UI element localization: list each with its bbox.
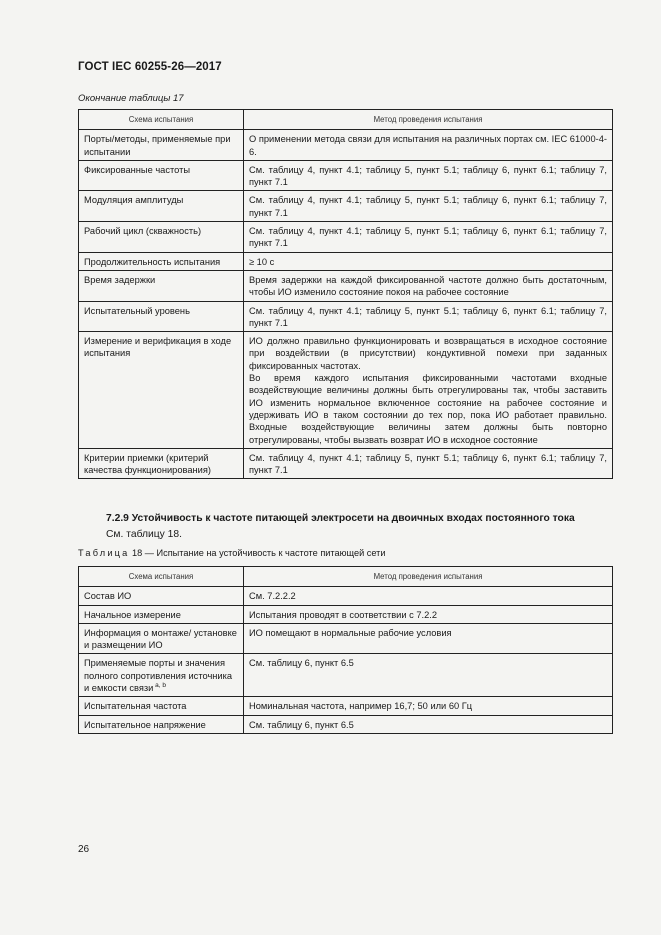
table17-cell-text: Время задержки (84, 274, 156, 285)
table18-cell-method (244, 715, 613, 733)
table18-caption-label: Таблица (78, 548, 130, 558)
table17-cell-method (244, 301, 613, 332)
table18 (78, 566, 613, 734)
table17-row (79, 332, 613, 449)
section-title: 7.2.9 Устойчивость к частоте питающей электросети на двоичных входах постоянного тока (106, 513, 575, 524)
table17-row (79, 160, 613, 191)
footnote-mark: a, b (153, 681, 166, 689)
table17-header-method: Метод проведения испытания (244, 110, 613, 130)
table18-row (79, 697, 613, 715)
table18-cell-method (244, 587, 613, 605)
table17-cell-scheme (79, 448, 244, 479)
table18-body (79, 587, 613, 734)
page-number: 26 (78, 844, 90, 855)
table17-row (79, 222, 613, 253)
table17-cell-method (244, 252, 613, 270)
table17 (78, 109, 613, 479)
table17-cell-text: См. таблицу 4, пункт 4.1; таблицу 5, пункт 5.1; таблицу 6, пункт 6.1; таблицу 7, пункт 7.1 (249, 305, 607, 328)
table17-cell-method (244, 130, 613, 161)
table18-cell-text: Информация о монтаже/ установке и размещении ИО (84, 627, 237, 651)
section-text: См. таблицу 18. (106, 529, 182, 540)
table18-caption-text: 18 — Испытание на устойчивость к частоте питающей сети (129, 548, 386, 558)
table17-cell-text: Время задержки на каждой фиксированной частоте должно быть достаточным, чтобы ИО изменило состояние покоя на рабочее состояние (249, 274, 607, 298)
table17-cell-text: ≥ 10 с (249, 256, 275, 267)
table17-cell-scheme (79, 301, 244, 332)
table18-cell-method (244, 697, 613, 715)
table17-caption: Окончание таблицы 17 (78, 93, 184, 104)
table18-header-scheme: Схема испытания (79, 567, 244, 587)
table18-cell-scheme (79, 605, 244, 623)
table18-cell-method (244, 623, 613, 654)
table17-cell-method (244, 448, 613, 479)
table17-row (79, 270, 613, 301)
table17-cell-method (244, 191, 613, 222)
table17-cell-text: См. таблицу 4, пункт 4.1; таблицу 5, пункт 5.1; таблицу 6, пункт 6.1; таблицу 7, пункт 7.1 (249, 226, 607, 249)
table17-cell-text: Фиксированные частоты (84, 164, 191, 175)
table18-cell-scheme (79, 623, 244, 654)
table17-cell-scheme (79, 270, 244, 301)
table17-row (79, 130, 613, 161)
table17-body (79, 130, 613, 479)
table18-cell-scheme (79, 654, 244, 697)
table17-cell-text: Измерение и верификация в ходе испытания (84, 336, 232, 359)
table18-cell-scheme (79, 715, 244, 733)
table17-row (79, 448, 613, 479)
table18-cell-text: Начальное измерение (84, 609, 181, 620)
table17-cell-text: См. таблицу 4, пункт 4.1; таблицу 5, пункт 5.1; таблицу 6, пункт 6.1; таблицу 7, пункт 7.1 (249, 195, 607, 218)
table17-cell-text: Модуляция амплитуды (84, 195, 184, 206)
table18-row (79, 654, 613, 697)
table17-cell-text: Порты/методы, применяемые при испытании (84, 134, 231, 157)
table18-row (79, 605, 613, 623)
table18-cell-text: ИО помещают в нормальные рабочие условия (249, 627, 452, 638)
table17-cell-text: Рабочий цикл (скважность) (84, 226, 202, 237)
table17-cell-scheme (79, 222, 244, 253)
table17-cell-text: Критерии приемки (критерий качества функционирования) (84, 452, 211, 476)
table18-cell-method (244, 654, 613, 697)
table17-row (79, 191, 613, 222)
table17-cell-text: См. таблицу 4, пункт 4.1; таблицу 5, пункт 5.1; таблицу 6, пункт 6.1; таблицу 7, пункт 7.1 (249, 164, 607, 188)
table17-row (79, 252, 613, 270)
table18-cell-text: Испытательная частота (84, 701, 187, 712)
table18-row (79, 715, 613, 733)
table17-row (79, 301, 613, 332)
table18-caption (78, 548, 386, 558)
table18-cell-text: Испытания проводят в соответствии с 7.2.2 (249, 609, 438, 620)
table17-cell-text: См. таблицу 4, пункт 4.1; таблицу 5, пункт 5.1; таблицу 6, пункт 6.1; таблицу 7, пункт 7.1 (249, 452, 607, 476)
table17-cell-method (244, 270, 613, 301)
doc-header: ГОСТ IEC 60255-26—2017 (78, 61, 222, 73)
table18-cell-scheme (79, 587, 244, 605)
table17-cell-method (244, 332, 613, 449)
table18-cell-scheme (79, 697, 244, 715)
table17-cell-scheme (79, 130, 244, 161)
table18-row (79, 623, 613, 654)
table18-row (79, 587, 613, 605)
table17-cell-scheme (79, 252, 244, 270)
table18-cell-text: Состав ИО (84, 591, 132, 602)
table17-cell-text: О применении метода связи для испытания на различных портах см. IEC 61000-4-6. (249, 134, 607, 157)
table18-cell-text: Применяемые порты и значения полного сопротивления источника и емкости связи (84, 658, 233, 694)
table18-cell-text: Номинальная частота, например 16,7; 50 или 60 Гц (249, 701, 473, 712)
table17-cell-method (244, 222, 613, 253)
table17-cell-scheme (79, 160, 244, 191)
table17-cell-paragraph: ИО должно правильно функционировать и возвращаться в исходное состояние при воздействии (в присутствии) кондуктивной помехи при заданных фиксированных частотах. (249, 336, 607, 371)
table18-cell-text: Испытательное напряжение (84, 719, 206, 730)
table17-header-scheme: Схема испытания (79, 110, 244, 130)
table18-header-method: Метод проведения испытания (244, 567, 613, 587)
table17-cell-text: Продолжительность испытания (84, 256, 221, 267)
table17-cell-text: Испытательный уровень (84, 305, 190, 316)
table18-cell-text: См. 7.2.2.2 (249, 591, 296, 602)
table18-cell-text: См. таблицу 6, пункт 6.5 (249, 658, 354, 669)
table17-cell-paragraph: Во время каждого испытания фиксированными частотами входные воздействующие величины должны быть отрегулированы так, чтобы заставить ИО изменить нормальное включенное состояние на рабочее состояние и удерживать ИО в таком состоянии до тех пор, пока ИО работает правильно. Входные воздействующие величины затем должны быть повторно отрегулированы, чтобы вызвать возврат ИО в исходное состояние (249, 373, 607, 445)
table18-cell-method (244, 605, 613, 623)
table17-cell-method (244, 160, 613, 191)
table17-cell-scheme (79, 332, 244, 449)
table18-cell-text: См. таблицу 6, пункт 6.5 (249, 719, 354, 730)
table17-cell-scheme (79, 191, 244, 222)
